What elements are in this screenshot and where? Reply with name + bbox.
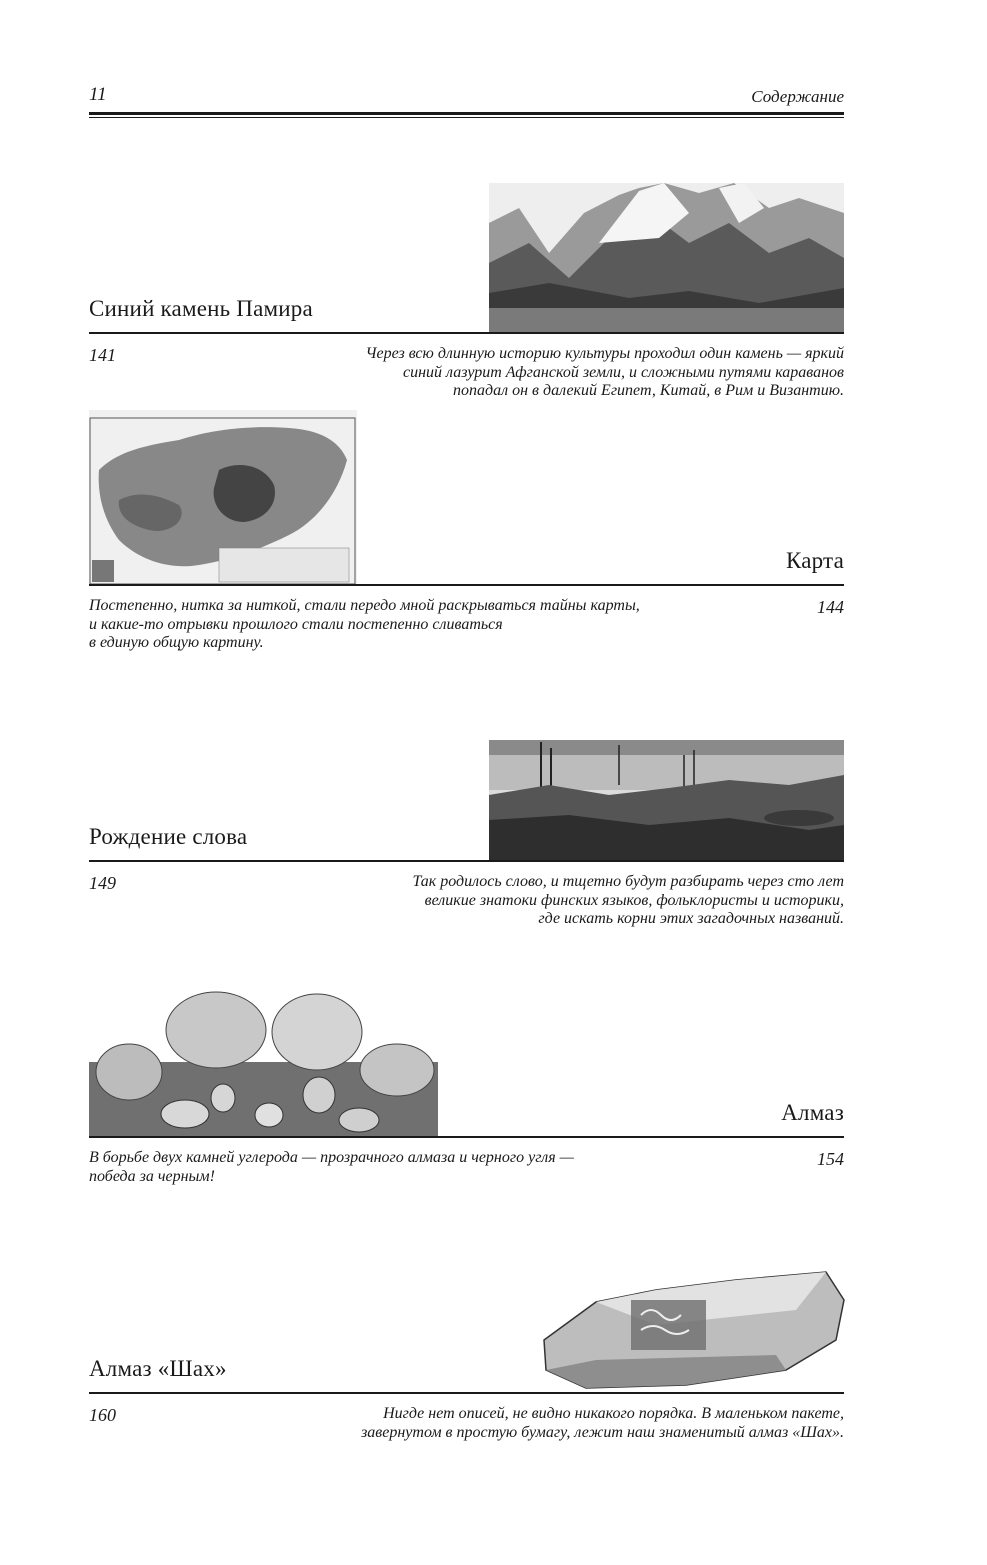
description-line: попадал он в далекий Египет, Китай, в Рим и Византию. bbox=[453, 382, 844, 399]
entry-rule bbox=[89, 1136, 844, 1138]
entry-page-number: 141 bbox=[89, 345, 116, 365]
entry-rule bbox=[89, 1392, 844, 1394]
description-line: Постепенно, нитка за ниткой, стали передо мной раскрываться тайны карты, bbox=[89, 597, 640, 614]
entry-page-number: 144 bbox=[817, 597, 844, 617]
description-line: В борьбе двух камней углерода — прозрачного алмаза и черного угля — bbox=[89, 1149, 574, 1166]
entry-rule bbox=[89, 584, 844, 586]
harbor-engraving-image bbox=[489, 740, 844, 860]
diamonds-photo-image bbox=[89, 990, 438, 1137]
description-line: в единую общую картину. bbox=[89, 634, 264, 651]
entry-title: Синий камень Памира bbox=[89, 296, 313, 321]
shah-diamond-photo-image bbox=[536, 1270, 846, 1392]
description-line: Через всю длинную историю культуры проходил один камень — яркий bbox=[365, 345, 844, 362]
description-line: Так родилось слово, и тщетно будут разбирать через сто лет bbox=[412, 873, 844, 890]
entry-page-number: 160 bbox=[89, 1405, 116, 1425]
entry-description bbox=[365, 345, 844, 401]
description-line: где искать корни этих загадочных названий. bbox=[538, 910, 844, 927]
mountains-engraving-image bbox=[489, 183, 844, 333]
header-rule bbox=[89, 112, 844, 115]
entry-page-number: 149 bbox=[89, 873, 116, 893]
description-line: великие знатоки финских языков, фольклористы и историки, bbox=[424, 891, 844, 909]
page-number: 11 bbox=[89, 84, 107, 105]
header-rule-thin bbox=[89, 117, 844, 118]
entry-title: Карта bbox=[786, 548, 844, 573]
description-line: синий лазурит Афганской земли, и сложными путями караванов bbox=[402, 363, 844, 381]
description-line: победа за черным! bbox=[89, 1167, 215, 1185]
description-line: и какие-то отрывки прошлого стали постепенно сливаться bbox=[89, 615, 503, 633]
entry-description bbox=[361, 1405, 844, 1442]
entry-title: Алмаз «Шах» bbox=[89, 1356, 227, 1381]
description-line: завернутом в простую бумагу, лежит наш знаменитый алмаз «Шах». bbox=[361, 1423, 844, 1441]
entry-title: Алмаз bbox=[781, 1100, 844, 1125]
entry-rule bbox=[89, 332, 844, 334]
entry-description bbox=[412, 873, 844, 929]
entry-title: Рождение слова bbox=[89, 824, 248, 849]
entry-description bbox=[89, 1149, 574, 1186]
entry-rule bbox=[89, 860, 844, 862]
entry-description bbox=[89, 597, 640, 653]
map-of-russia-image bbox=[89, 410, 357, 585]
description-line: Нигде нет описей, не видно никакого порядка. В маленьком пакете, bbox=[383, 1405, 844, 1422]
entry-page-number: 154 bbox=[817, 1149, 844, 1169]
running-title: Содержание bbox=[751, 87, 844, 106]
